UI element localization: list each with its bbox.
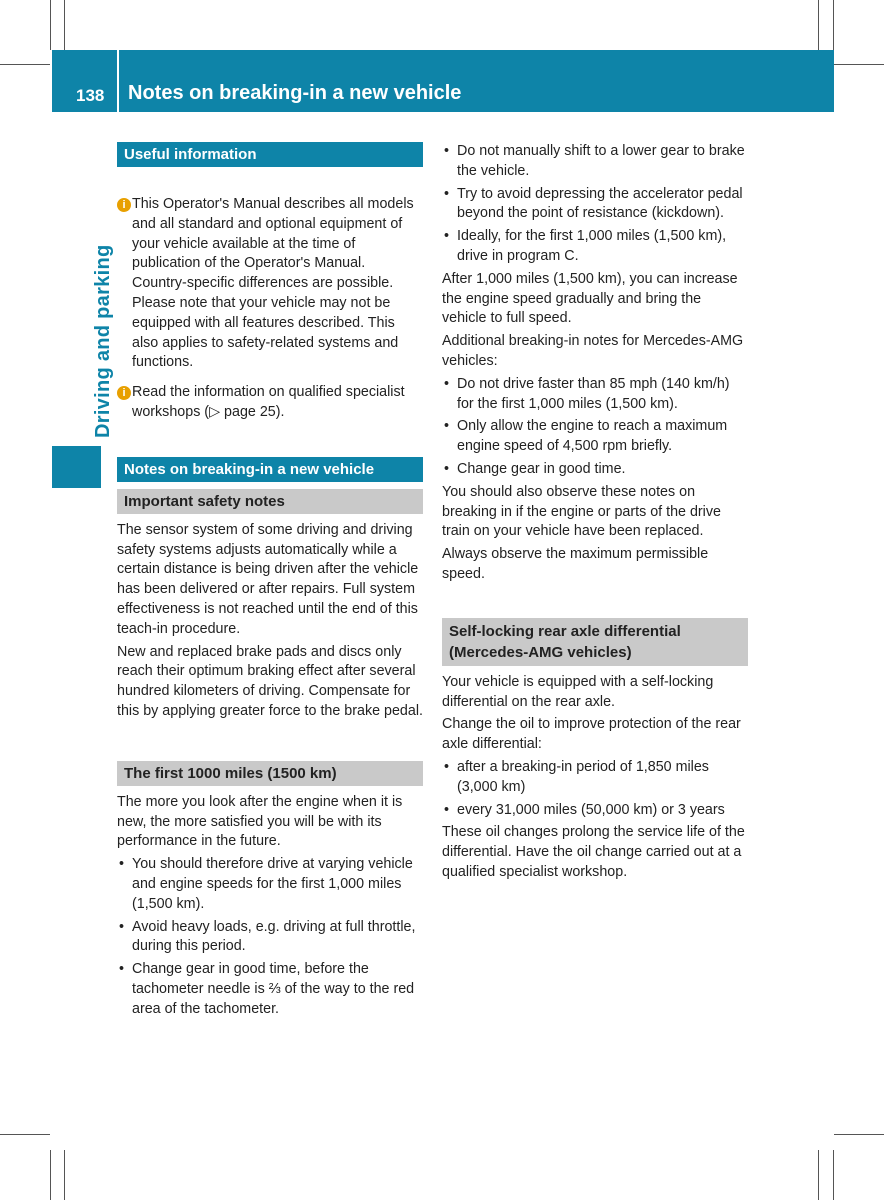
crop-mark [834,1134,884,1135]
first-miles-heading: The first 1000 miles (1500 km) [117,761,423,786]
list-item: • Change gear in good time. [442,460,748,480]
page-title: Notes on breaking-in a new vehicle [128,82,462,104]
crop-mark [834,64,884,65]
crop-mark [0,1134,50,1135]
paragraph: After 1,000 miles (1,500 km), you can increase the engine speed gradually and bring the vehicle to full speed. [442,270,738,327]
crop-mark [64,1150,65,1200]
info-note [117,195,423,373]
info-icon: i [117,386,131,400]
crop-mark [0,64,50,65]
crop-mark [833,1150,834,1200]
list-item: • every 31,000 miles (50,000 km) or 3 years [442,801,748,821]
list-item: • Try to avoid depressing the accelerator pedal beyond the point of resistance (kickdown). [442,185,748,225]
paragraph: Additional breaking-in notes for Mercedes-AMG vehicles: [442,333,744,369]
right-column [442,142,748,886]
list-item: • Do not manually shift to a lower gear to brake the vehicle. [442,142,748,182]
crop-mark [64,0,65,50]
crop-mark [818,0,819,50]
useful-info-heading: Useful information [117,142,423,167]
list-item: • after a breaking-in period of 1,850 miles (3,000 km) [442,758,748,798]
info-note [117,383,423,423]
crop-mark [50,1150,51,1200]
side-tab-block [52,446,101,488]
list-item: • Avoid heavy loads, e.g. driving at full throttle, during this period. [117,918,423,958]
info-note-text: Read the information on qualified specialist workshops (▷ page 25). [132,384,405,420]
paragraph: Change the oil to improve protection of the rear axle differential: [442,716,741,753]
list-item: • Do not drive faster than 85 mph (140 km/h) for the first 1,000 miles (1,500 km). [442,375,748,415]
list-item: • You should therefore drive at varying vehicle and engine speeds for the first 1,000 miles (1,500 km). [117,855,423,914]
differential-heading: Self-locking rear axle differential (Mercedes-AMG vehicles) [442,618,748,666]
paragraph: Your vehicle is equipped with a self-locking differential on the rear axle. [442,673,714,710]
header-divider [117,50,119,112]
page-number: 138 [76,86,105,105]
side-tab-label: Driving and parking [92,244,114,438]
info-note-text: This Operator's Manual describes all models and all standard and optional equipment of your vehicle available at the time of publication of the Operator's Manual. Country-specific differences are possible. Please note that your vehicle may not be equipped with all features described. This also applies to safety-related systems and functions. [132,196,414,371]
paragraph: Always observe the maximum permissible speed. [442,546,709,582]
list-item: • Only allow the engine to reach a maximum engine speed of 4,500 rpm briefly. [442,417,748,457]
left-column [117,142,423,1023]
list-item: • Ideally, for the first 1,000 miles (1,500 km), drive in program C. [442,227,748,267]
safety-notes-heading: Important safety notes [117,489,423,514]
paragraph: The sensor system of some driving and driving safety systems adjusts automatically while a certain distance is being driven after the vehicle has been delivered or after repairs. Full system effectiveness is not reached until the end of this teach-in procedure. [117,521,419,637]
section-heading: Notes on breaking-in a new vehicle [117,457,423,482]
paragraph: These oil changes prolong the service life of the differential. Have the oil change carried out at a qualified specialist workshop. [442,824,745,880]
crop-mark [50,0,51,50]
paragraph: New and replaced brake pads and discs only reach their optimum braking effect after several hundred kilometers of driving. Compensate for this by applying greater force to the brake pedal. [117,643,423,719]
paragraph: The more you look after the engine when it is new, the more satisfied you will be with its performance in the future. [117,793,403,850]
info-icon: i [117,198,131,212]
crop-mark [833,0,834,50]
paragraph: You should also observe these notes on breaking in if the engine or parts of the drive train on your vehicle have been replaced. [442,483,721,540]
list-item: • Change gear in good time, before the tachometer needle is ⅔ of the way to the red area of the tachometer. [117,960,423,1019]
crop-mark [818,1150,819,1200]
